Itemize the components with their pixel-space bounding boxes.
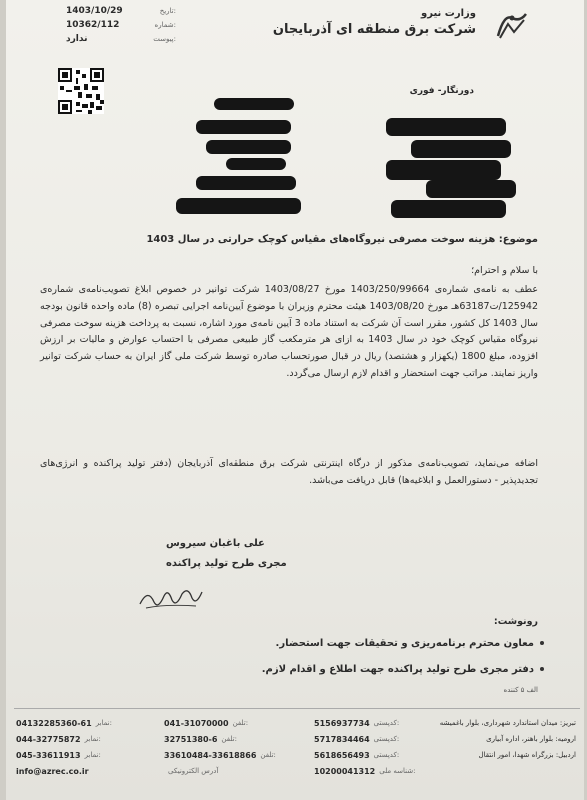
bullet-icon [540,641,544,645]
meta-date-label: تاریخ: [159,7,176,15]
footer-line: 045-33611913 نمابر: [16,750,101,760]
meta-number-label: شماره: [154,21,176,29]
bullet-icon [540,667,544,671]
cc-item [124,630,544,656]
footer-line: 5717834464 کدپستی: [314,734,400,744]
footer-line: 5618656493 کدپستی: [314,750,400,760]
footer-tel-column [164,715,294,779]
salutation: با سلام و احترام؛ [471,265,538,276]
footer-line: 32751380-6 تلفن: [164,734,237,744]
footer-line: 5156937734 کدپستی: [314,718,400,728]
signer-name: علی باغبان سیروس [166,538,265,549]
signer-title: مجری طرح تولید پراکنده [166,558,287,569]
tavanir-logo-icon [494,10,530,42]
redacted-block [386,118,506,136]
addressee-label: دورنگار- فوری [409,86,474,96]
ministry-name: وزارت نیرو [421,8,476,19]
footer-line: 10200041312 شناسه ملی: [314,766,416,776]
signer-block [6,538,584,608]
redacted-block [206,140,291,154]
redacted-block [214,98,294,110]
body-paragraph-1: عطف به نامه‌ی شماره‌ی 1403/250/99664 مورخ 1403/08/27 شرکت توانیر در خصوص ابلاغ تصویب‌نامه‌ی شماره‌ی 125942/ت63187هـ مورخ 1403/08/20 هیئت محترم وزیران با موضوع آیین‌نامه اجرایی تبصره (8) ماده واحده قانون بودجه سال 1403 کل کشور، مقرر است آن شرکت به استناد ماده 3 آیین نامه‌ی مورد اشاره، نسبت به پرداخت هزینه سوخت مصرفی نیروگاه مقیاس کوچک خود در سال 1403 به ازای هر مترمکعب گاز طبیعی مصرفی با احتساب عوارض و مالیات بر ارزش افزوده، مبلغ 1800 (یکهزار و هشتصد) ریال در قبال صورتحساب صادره توسط شرکت ملی گاز ایران به حساب شرکت توانیر واریز نمایند. مراتب جهت استحضار و اقدام لازم ارسال می‌گردد. [40,284,539,379]
letter-meta [66,4,176,46]
company-name: شرکت برق منطقه ای آذربایجان [272,22,476,37]
cc-item-text: معاون محترم برنامه‌ریزی و تحقیقات جهت استحضار. [275,637,534,649]
typist-note: الف ۵ کننده [503,686,538,694]
meta-date-row [66,4,176,18]
meta-attachment-value: ندارد [66,34,88,44]
meta-attachment-label: پیوست: [153,35,176,43]
footer-line: آدرس الکترونیکی [168,767,219,775]
redacted-block [411,140,511,158]
footer-postal-column [314,715,414,779]
meta-number-value: 10362/112 [66,20,120,30]
letter-page [6,0,584,800]
footer-line: 04132285360-61 نمابر: [16,718,112,728]
redacted-block [196,120,291,134]
footer-address-line: ارومیه: بلوار باهنر، اداره آبیاری [486,735,576,743]
footer-address-column [416,715,576,779]
qr-code-icon [58,68,104,114]
meta-number-row [66,18,176,32]
letter-footer [14,708,580,799]
footer-line: info@azrec.co.ir [16,766,89,776]
cc-title: رونوشت: [493,616,538,627]
redacted-block [226,158,286,170]
body-paragraph-2: اضافه می‌نماید، تصویب‌نامه‌ی مذکور از درگاه اینترنتی شرکت برق منطقه‌ای آذربایجان (دفتر تولید پراکنده و انرژی‌های تجدیدپذیر - دستورالعمل و ابلاغیه‌ها) قابل دریافت می‌باشد. [40,458,538,486]
meta-date-value: 1403/10/29 [66,6,123,16]
footer-line: 044-32775872 نمابر: [16,734,101,744]
redacted-block [386,160,501,180]
footer-address-line: اردبیل: بزرگراه شهدا، امور انتقال [478,751,576,759]
meta-attachment-row [66,32,176,46]
footer-line: 041-31070000 تلفن: [164,718,249,728]
footer-fax-column [16,715,116,779]
redacted-block [391,200,506,218]
redacted-block [196,176,296,190]
letter-subject: موضوع: هزینه سوخت مصرفی نیروگاه‌های مقیاس کوچک حرارتی در سال 1403 [146,234,538,245]
handwritten-signature-icon [136,584,206,612]
cc-list [124,630,544,682]
footer-line: 33610484-33618866 تلفن: [164,750,276,760]
footer-address-line [416,763,576,779]
redacted-block [426,180,516,198]
cc-item-text: دفتر مجری طرح تولید پراکنده جهت اطلاع و اقدام لازم. [261,663,534,675]
redacted-block [176,198,301,214]
cc-item [124,656,544,682]
footer-address-line: تبریز: میدان استاندارد شهرداری، بلوار باغمیشه [439,719,576,727]
